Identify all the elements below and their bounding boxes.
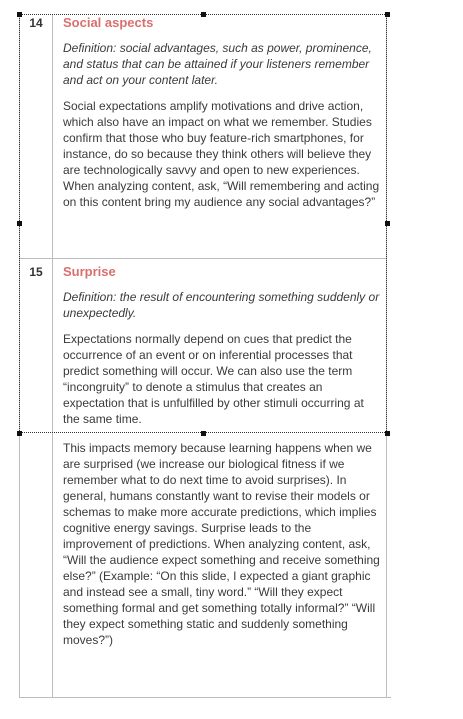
row-body: Social expectations amplify motivations and drive action, which also have an impact on what we remember. Studies confirm that those who buy feature-rich smartphones, for instance, do so because they think others will believe they are technologically savvy and open to new experiences. When analyzing content, ask, “Will remembering and acting on this content bring my audience any social advantages?” — [63, 99, 380, 209]
resize-handle-top-left[interactable] — [17, 12, 22, 17]
row-number: 14 — [29, 16, 43, 30]
row-body-continued: This impacts memory because learning happens when we are surprised (we increase our biological fitness if we remember what to do next time to avoid surprises). In general, humans constantly want to revise their models or schemas to make more accurate predictions, which implies cognitive energy savings. Surprise leads to the improvement of predictions. When analyzing content, ask, “Will the audience expect something and receive something else?” (Example: “On this slide, I expected a giant graphic and instead see a small, tiny word.” “Will they expect something formal and get something totally informal?” “Will they expect something static and suddenly something moves?”) — [63, 441, 380, 647]
resize-handle-bottom-center[interactable] — [201, 431, 206, 436]
resize-handle-top-right[interactable] — [385, 12, 390, 17]
resize-handle-top-center[interactable] — [201, 12, 206, 17]
resize-handle-middle-left[interactable] — [17, 221, 22, 226]
row-body: Expectations normally depend on cues that predict the occurrence of an event or on inferential processes that predict something will occur. We can also use the term “incongruity” to denote a stimulus that creates an expectation that is unfulfilled by other stimuli occurring at the same time. — [63, 332, 364, 426]
row-heading: Surprise — [63, 264, 116, 279]
row-heading: Social aspects — [63, 15, 154, 30]
resize-handle-bottom-right[interactable] — [385, 431, 390, 436]
table-bottom-border — [19, 697, 391, 698]
row-definition: Definition: the result of encountering something suddenly or unexpectedly. — [63, 290, 380, 320]
resize-handle-middle-right[interactable] — [385, 221, 390, 226]
row-definition: Definition: social advantages, such as power, prominence, and status that can be attained if your listeners remember and act on your content later. — [63, 41, 372, 87]
text-frame-selection[interactable] — [19, 14, 387, 433]
row-number: 15 — [29, 265, 43, 279]
table-row-continuation[interactable] — [63, 440, 381, 648]
resize-handle-bottom-left[interactable] — [17, 431, 22, 436]
